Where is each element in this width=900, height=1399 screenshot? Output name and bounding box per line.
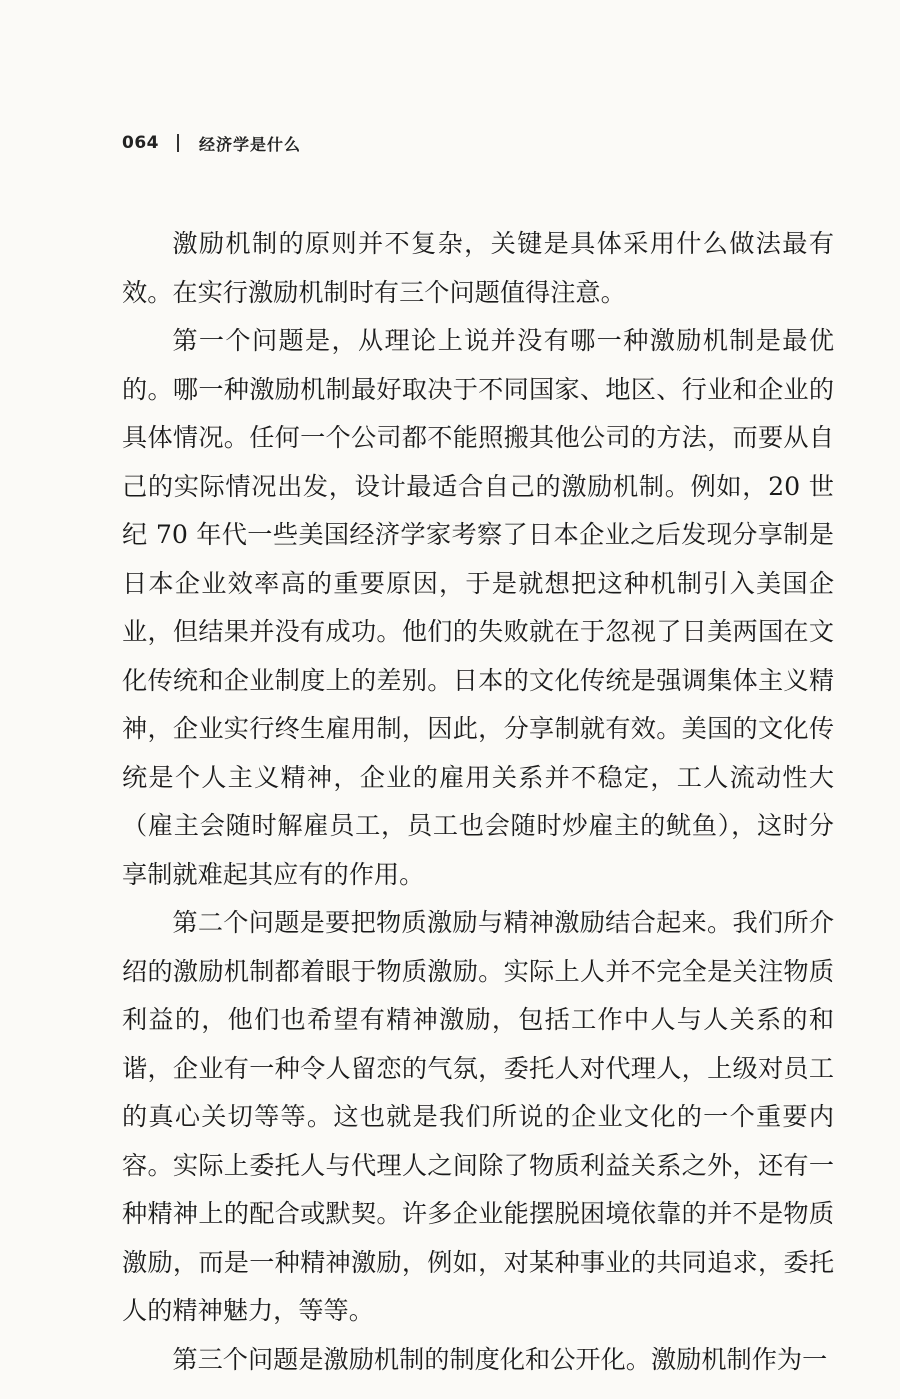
body-text [122, 220, 834, 1384]
paragraph: 第三个问题是激励机制的制度化和公开化。激励机制作为一 [172, 1344, 828, 1374]
page-number: 064 [122, 133, 159, 153]
header-divider [177, 134, 179, 152]
paragraph: 第一个问题是，从理论上说并没有哪一种激励机制是最优的。哪一种激励机制最好取决于不同国家、地区、行业和企业的具体情况。任何一个公司都不能照搬其他公司的方法，而要从自己的实际情况出发，设计最适合自己的激励机制。例如，20 世纪 70 年代一些美国经济学家考察了日本企业之后发现分享制是日本企业效率高的重要原因，于是就想把这种机制引入美国企业，但结果并没有成功。他们的失败就在于忽视了日美两国在文化传统和企业制度上的差别。日本的文化传统是强调集体主义精神，企业实行终生雇用制，因此，分享制就有效。美国的文化传统是个人主义精神，企业的雇用关系并不稳定，工人流动性大（雇主会随时解雇员工，员工也会随时炒雇主的鱿鱼），这时分享制就难起其应有的作用。 [122, 326, 834, 889]
paragraph: 激励机制的原则并不复杂，关键是具体采用什么做法最有效。在实行激励机制时有三个问题值得注意。 [122, 229, 834, 307]
paragraph: 第二个问题是要把物质激励与精神激励结合起来。我们所介绍的激励机制都着眼于物质激励。实际上人并不完全是关注物质利益的，他们也希望有精神激励，包括工作中人与人关系的和谐，企业有一种令人留恋的气氛，委托人对代理人，上级对员工的真心关切等等。这也就是我们所说的企业文化的一个重要内容。实际上委托人与代理人之间除了物质利益关系之外，还有一种精神上的配合或默契。许多企业能摆脱困境依靠的并不是物质激励，而是一种精神激励，例如，对某种事业的共同追求，委托人的精神魅力，等等。 [122, 908, 834, 1325]
book-title: 经济学是什么 [199, 134, 302, 154]
page-header [122, 128, 301, 158]
